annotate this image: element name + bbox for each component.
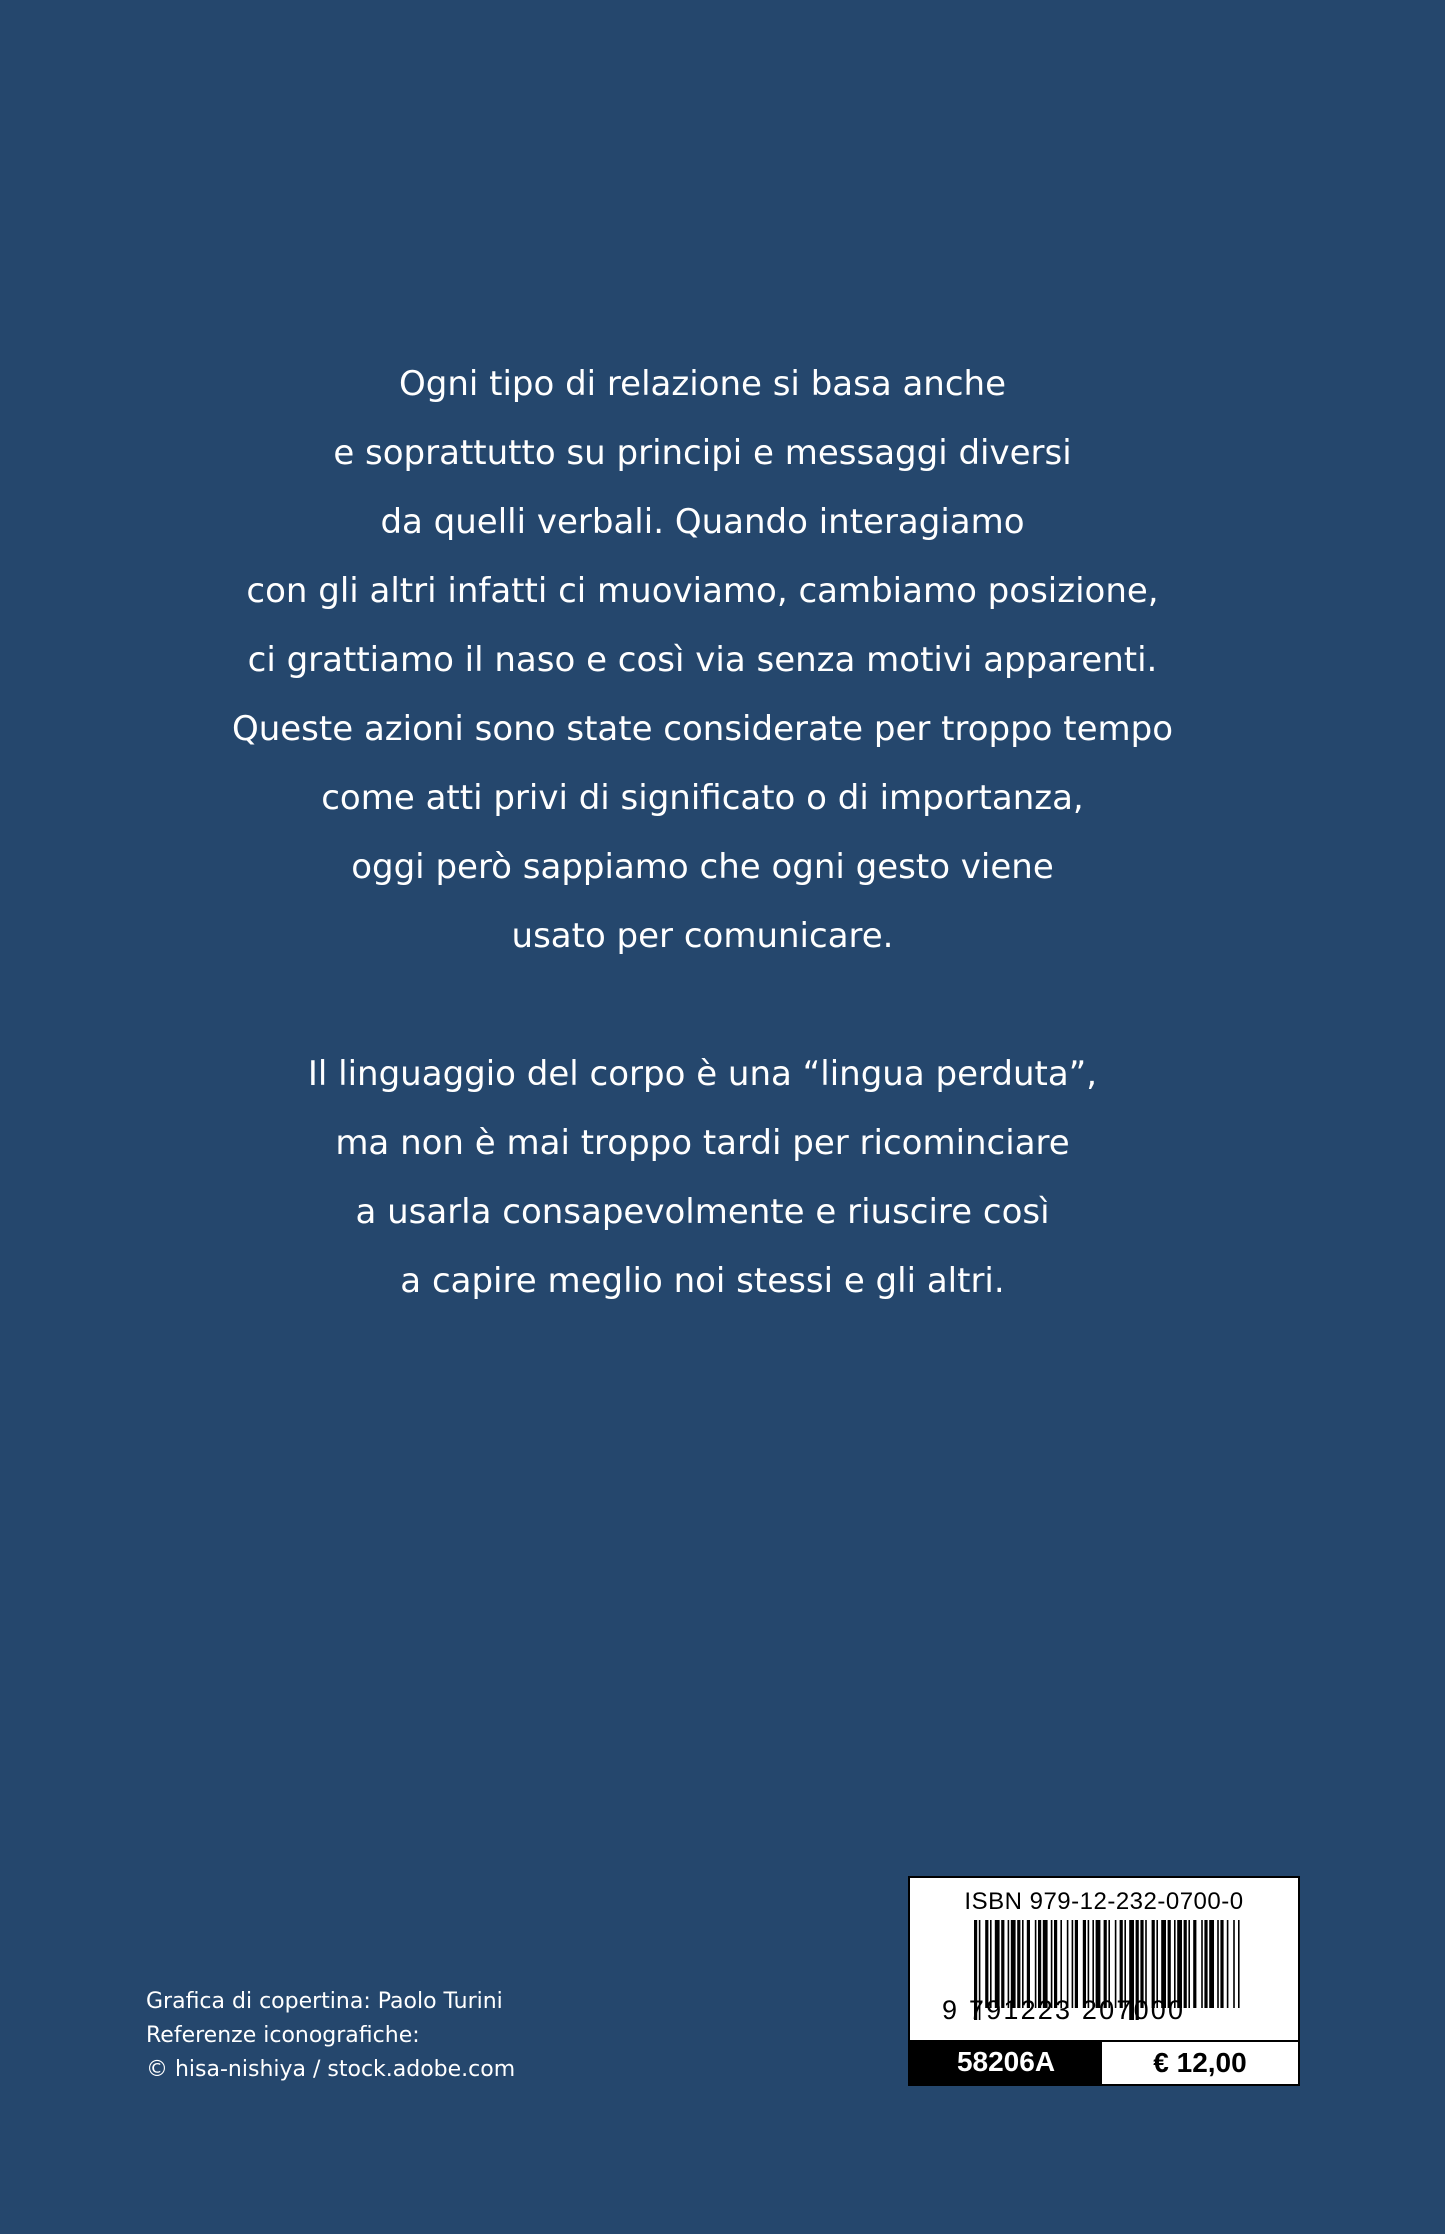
blurb-line: Il linguaggio del corpo è una “lingua perduta”, — [307, 1054, 1098, 1094]
blurb-line: con gli altri infatti ci muoviamo, cambiamo posizione, — [246, 571, 1159, 611]
credit-line: © hisa-nishiya / stock.adobe.com — [146, 2057, 516, 2082]
blurb-line: oggi però sappiamo che ogni gesto viene — [351, 847, 1054, 887]
blurb-line: Ogni tipo di relazione si basa anche — [398, 364, 1007, 404]
blurb-paragraph-2 — [0, 1040, 1405, 1316]
barcode-box — [908, 1876, 1300, 2086]
cover-credits — [146, 1985, 515, 2087]
blurb-line: come atti privi di significato o di importanza, — [321, 778, 1084, 818]
blurb-line: a capire meglio noi stessi e gli altri. — [400, 1261, 1005, 1301]
credit-line: Referenze iconografiche: — [146, 2023, 420, 2048]
price-row — [910, 2040, 1298, 2084]
blurb-line: Queste azioni sono state considerate per troppo tempo — [231, 709, 1174, 749]
isbn-label: ISBN 979-12-232-0700-0 — [964, 1888, 1244, 1915]
price: € 12,00 — [1102, 2040, 1298, 2084]
blurb-line: ci grattiamo il naso e così via senza motivi apparenti. — [247, 640, 1158, 680]
product-code: 58206A — [910, 2040, 1102, 2084]
blurb-line: a usarla consapevolmente e riuscire così — [355, 1192, 1050, 1232]
credit-line: Grafica di copertina: Paolo Turini — [146, 1989, 503, 2014]
blurb-paragraph-1 — [0, 350, 1405, 971]
barcode-digits: 9 791223 207000 — [942, 1995, 1186, 2025]
blurb-line: da quelli verbali. Quando interagiamo — [380, 502, 1025, 542]
blurb-line: e soprattutto su principi e messaggi diversi — [333, 433, 1072, 473]
blurb-line: ma non è mai troppo tardi per ricominciare — [335, 1123, 1070, 1163]
blurb-line: usato per comunicare. — [511, 916, 894, 956]
